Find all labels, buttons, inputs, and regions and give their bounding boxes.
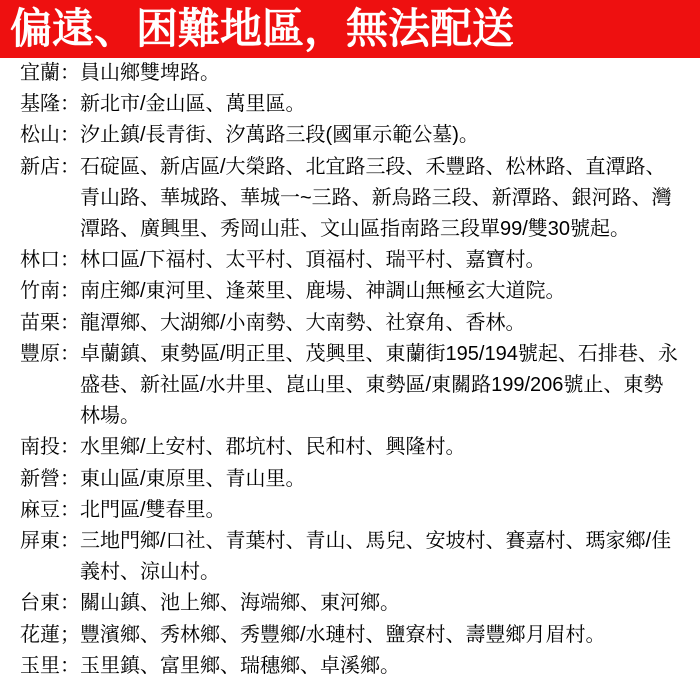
region-entry [20,339,682,433]
region-list [0,58,700,682]
region-entry [20,58,682,89]
region-line: 卓蘭鎮、東勢區/明正里、茂興里、東蘭街195/194號起、石排巷、永 [80,342,678,365]
region-line: 南庄鄉/東河里、逢萊里、鹿場、神調山無極玄大道院。 [80,280,566,303]
region-label: 屏東： [20,530,80,553]
region-entry [20,245,682,276]
region-entry [20,152,682,246]
region-label: 豐原： [20,342,80,365]
region-label: 花蓮； [20,623,80,646]
region-label: 竹南： [20,280,80,303]
region-line: 盛巷、新社區/水井里、崑山里、東勢區/東關路199/206號止、東勢 [80,374,664,397]
region-line: 豐濱鄉、秀林鄉、秀豐鄉/水璉村、鹽寮村、壽豐鄉月眉村。 [80,623,606,646]
banner-title: 偏遠、困難地區，無法配送 [10,5,515,52]
region-line: 林口區/下福村、太平村、頂福村、瑞平村、嘉寶村。 [80,249,546,272]
region-entry [20,620,682,651]
region-label: 林口： [20,249,80,272]
region-content [80,495,682,526]
region-content [80,245,682,276]
region-line: 義村、涼山村。 [80,561,220,584]
region-line: 龍潭鄉、大湖鄉/小南勢、大南勢、社寮角、香林。 [80,311,526,334]
region-label: 宜蘭： [20,62,80,84]
region-label: 松山： [20,124,80,147]
region-label: 南投： [20,436,80,459]
region-line: 潭路、廣興里、秀岡山莊、文山區指南路三段單99/雙30號起。 [80,218,631,241]
region-content [80,152,682,246]
region-line: 員山鄉雙埤路。 [80,62,220,84]
region-line: 汐止鎮/長青街、汐萬路三段(國軍示範公墓)。 [80,124,479,147]
region-line: 青山路、華城路、華城一~三路、新烏路三段、新潭路、銀河路、灣 [80,186,672,209]
region-label: 麻豆： [20,498,80,521]
region-line: 水里鄉/上安村、郡坑村、民和村、興隆村。 [80,436,466,459]
region-entry [20,89,682,120]
banner [0,0,700,58]
region-label: 玉里： [20,654,80,677]
region-label: 新營： [20,467,80,490]
region-entry [20,526,682,588]
region-label: 台東： [20,592,80,615]
region-line: 北門區/雙春里。 [80,498,226,521]
region-label: 新店： [20,155,80,178]
region-content [80,308,682,339]
region-content [80,89,682,120]
region-entry [20,588,682,619]
region-line: 東山區/東原里、青山里。 [80,467,306,490]
region-entry [20,276,682,307]
region-line: 石碇區、新店區/大榮路、北宜路三段、禾豐路、松林路、直潭路、 [80,155,666,178]
region-content [80,276,682,307]
region-content [80,620,682,651]
region-line: 林場。 [80,405,140,428]
region-content [80,120,682,151]
region-content [80,464,682,495]
region-line: 三地門鄉/口社、青葉村、青山、馬兒、安坡村、賽嘉村、瑪家鄉/佳 [80,530,672,553]
region-entry [20,651,682,682]
region-line: 關山鎮、池上鄉、海端鄉、東河鄉。 [80,592,400,615]
region-label: 苗栗： [20,311,80,334]
region-entry [20,495,682,526]
region-content [80,588,682,619]
region-label: 基隆： [20,93,80,116]
region-line: 玉里鎮、富里鄉、瑞穗鄉、卓溪鄉。 [80,654,400,677]
region-line: 新北市/金山區、萬里區。 [80,93,306,116]
region-content [80,339,682,433]
region-entry [20,464,682,495]
region-content [80,526,682,588]
region-content [80,58,682,89]
region-entry [20,432,682,463]
region-entry [20,308,682,339]
region-content [80,651,682,682]
region-entry [20,120,682,151]
region-content [80,432,682,463]
